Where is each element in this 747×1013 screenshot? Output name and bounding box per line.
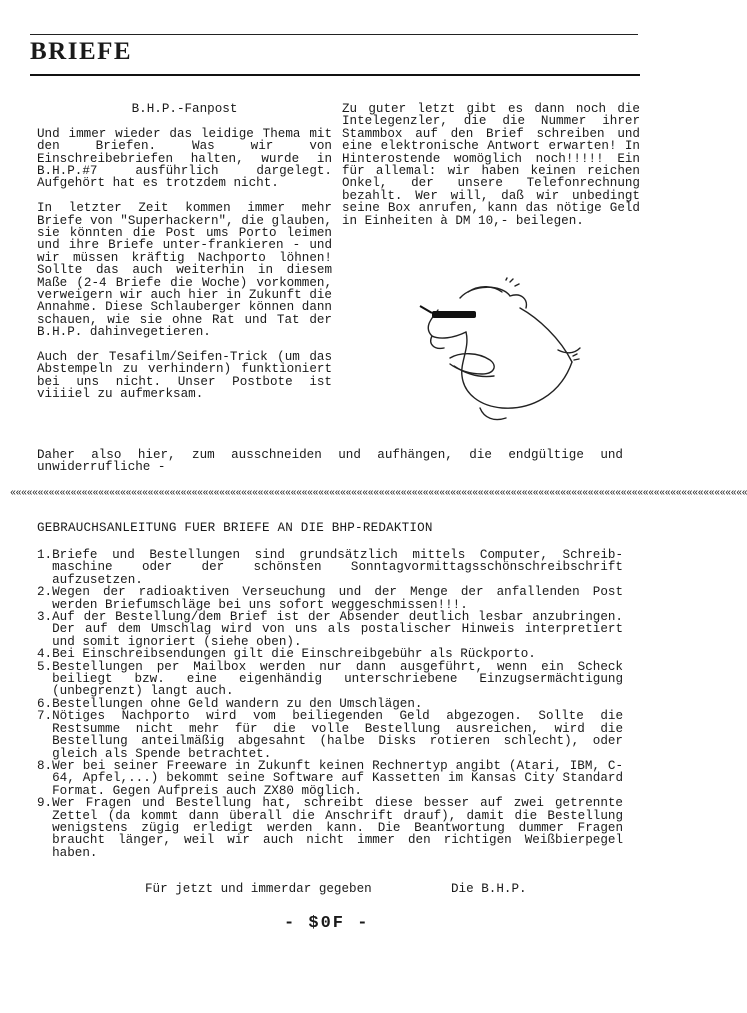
instructions-list	[37, 549, 623, 859]
right-column	[342, 103, 640, 239]
paragraph: Auch der Tesafilm/Seifen-Trick (um das Abstempeln zu verhindern) funktioniert bei uns nicht. Unser Postbote ist viiiiel zu aufmerksam.	[37, 350, 332, 402]
signature-author: Die B.H.P.	[451, 882, 527, 896]
page-title: BRIEFE	[30, 38, 133, 65]
list-item: 5. Bestellungen per Mailbox werden nur dann ausgeführt, wenn ein Scheck beiliegt bzw. eine eigenhändig unterschriebene Einzugsermächtigung (unbegrenzt) langt auch.	[37, 659, 623, 699]
list-item: 7. Nötiges Nachporto wird vom beiliegenden Geld abgezogen. Sollte die Restsumme nicht mehr für die volle Bestellung ausreichen, wird die Bestellung anteilmäßig abgesahnt (halbe Disks rotieren schlecht), oder gleich als Spende betrachtet.	[37, 709, 623, 761]
paragraph: In letzter Zeit kommen immer mehr Briefe von "Superhackern", die glauben, sie könnten die Post ums Porto leimen und ihre Briefe unter-frankieren - und wir müssen kräftig Nachporto löhnen! Sollte das auch weiterhin in diesem Maße (2-4 Briefe die Woche) vorkommen, verweigern wir auch hier in Zukunft die Annahme. Diese Schlauberger können dann schauen, wie sie ohne Rat und Tat der B.H.P. dahinvegetieren.	[37, 201, 332, 340]
list-item: 4. Bei Einschreibsendungen gilt die Einschreibgebühr als Rückporto.	[37, 647, 536, 662]
fanpost-heading: B.H.P.-Fanpost	[131, 102, 238, 116]
paragraph: Und immer wieder das leidige Thema mit den Briefen. Was wir von Einschreibebriefen halten, wurde in B.H.P.#7 ausführlich dargelegt. Aufgehört hat es trotzdem nicht.	[37, 126, 332, 191]
list-item: 2. Wegen der radioaktiven Verseuchung und der Menge der anfallenden Post werden Briefumschläge bei uns sofort weggeschmissen!!!.	[37, 585, 623, 612]
list-item: 8. Wer bei seiner Freeware in Zukunft keinen Rechnertyp angibt (Atari, IBM, C-64, Apfel,...) bekommt seine Software auf Kassetten im Kansas City Standard Format. Gegen Aufpreis auch ZX80 möglich.	[37, 758, 623, 798]
page-number: - $0F -	[284, 914, 370, 933]
left-column	[37, 103, 332, 413]
list-item: 6. Bestellungen ohne Geld wandern zu den Umschlägen.	[37, 696, 423, 711]
list-item: 1. Briefe und Bestellungen sind grundsätzlich mittels Computer, Schreib-maschine oder der schönsten Sonntagvormittagsschönschreibschrift aufzusetzen.	[37, 548, 623, 587]
separator-line: ««««««««««««««««««««««««««««««««««««««««««««««««««««««««««««««««««««««««««««««««««««««««««««««««««««««««««««««««««««««««««««««««««««««	[10, 488, 747, 499]
title-rule	[30, 74, 640, 76]
list-item: 3. Auf der Bestellung/dem Brief ist der Absender deutlich lesbar anzubringen. Der auf dem Umschlag wird von uns als postalischer Hinweis interpretiert und somit ignoriert (siehe oben).	[37, 610, 623, 649]
signature-text: Für jetzt und immerdar gegeben	[145, 882, 372, 896]
list-item: 9. Wer Fragen und Bestellung hat, schreibt diese besser auf zwei getrennte Zettel (da kommt dann überall die Anschrift drauf), damit die Bestellung wenigstens zügig erledigt werden kann. Die Beantwortung dummer Fragen braucht länger, weil wir auch nicht immer den richtigen Weißbierpegel haben.	[37, 796, 623, 860]
top-rule	[30, 34, 638, 35]
closing-intro: Daher also hier, zum ausschneiden und aufhängen, die endgültige und unwiderrufliche -	[37, 448, 623, 475]
paragraph: Zu guter letzt gibt es dann noch die Intelegenzler, die die Nummer ihrer Stammbox auf den Brief schreiben und eine elektronische Antwort erwarten! In Hinterostende womöglich noch!!!!! Ein für allemal: wir haben keinen reichen Onkel, der unsere Telefonrechnung bezahlt. Wer will, daß wir unbedingt seine Box anrufen, kann das nötige Geld in Einheiten à DM 10,- beilegen.	[342, 102, 640, 228]
cartoon-illustration	[410, 278, 585, 428]
instructions-heading: GEBRAUCHSANLEITUNG FUER BRIEFE AN DIE BHP-REDAKTION	[37, 521, 433, 535]
